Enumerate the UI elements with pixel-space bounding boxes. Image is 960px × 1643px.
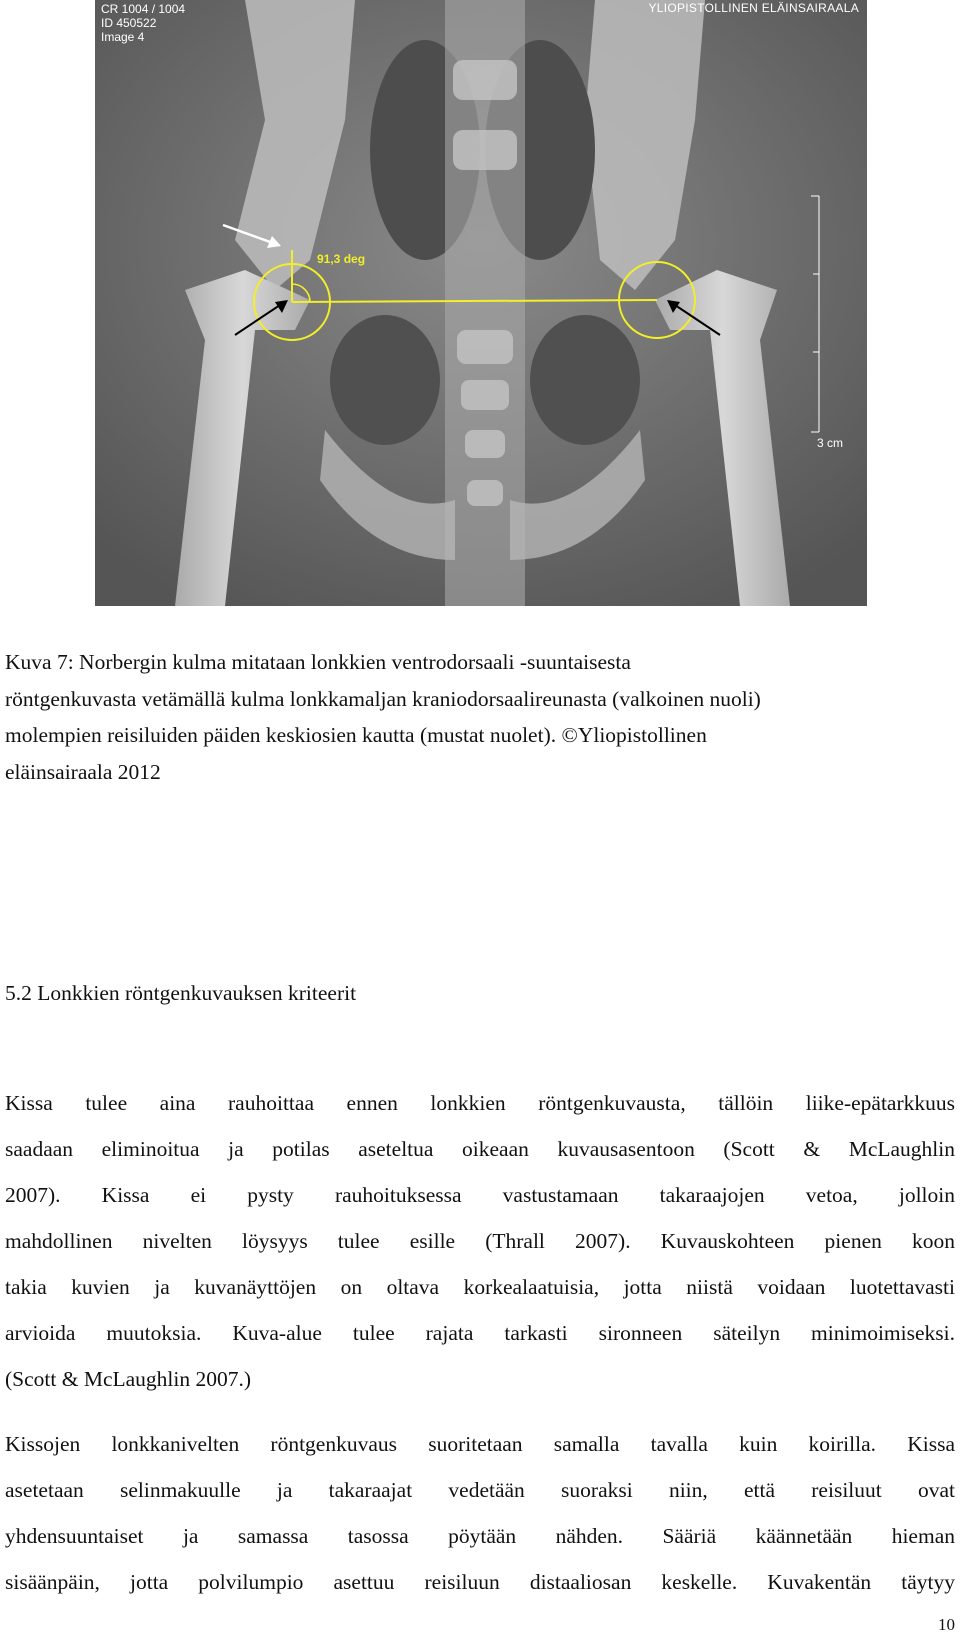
section-heading: 5.2 Lonkkien röntgenkuvauksen kriteerit: [5, 981, 357, 1005]
xray-image: [95, 0, 867, 606]
xray-meta-line: Image 4: [101, 30, 145, 44]
xray-institution: YLIOPISTOLLINEN ELÄINSAIRAALA: [648, 1, 859, 15]
paragraph-1: [5, 1080, 955, 1402]
paragraph-line: asetetaan selinmakuulle ja takaraajat vedetään suoraksi niin, että reisiluut ovat: [5, 1478, 955, 1502]
scale-label: 3 cm: [816, 436, 843, 450]
paragraph-line: Kissa tulee aina rauhoittaa ennen lonkkien röntgenkuvausta, tällöin liike-epätarkkuus: [5, 1091, 955, 1115]
xray-figure: [95, 0, 867, 606]
paragraph-line: arvioida muutoksia. Kuva-alue tulee rajata tarkasti sironneen säteilyn minimoimiseksi.: [5, 1321, 955, 1345]
page-number: 10: [938, 1615, 955, 1634]
paragraph-line: takia kuvien ja kuvanäyttöjen on oltava korkealaatuisia, jotta niistä voidaan luotettavasti: [5, 1275, 955, 1299]
caption-line: eläinsairaala 2012: [5, 759, 161, 784]
angle-label: 91,3 deg: [317, 252, 366, 266]
caption-line: röntgenkuvasta vetämällä kulma lonkkamaljan kraniodorsaalireunasta (valkoinen nuoli): [5, 686, 761, 711]
figure-caption: [5, 644, 955, 790]
paragraph-2: [5, 1421, 955, 1605]
xray-meta-line: ID 450522: [101, 16, 157, 30]
paragraph-line: yhdensuuntaiset ja samassa tasossa pöytään nähden. Sääriä käännetään hieman: [5, 1524, 955, 1548]
paragraph-line: saadaan eliminoitua ja potilas aseteltua oikeaan kuvausasentoon (Scott & McLaughlin: [5, 1137, 955, 1161]
paragraph-line: 2007). Kissa ei pysty rauhoituksessa vastustamaan takaraajojen vetoa, jolloin: [5, 1183, 955, 1207]
xray-meta-line: CR 1004 / 1004: [101, 2, 186, 16]
xray-metadata: [101, 2, 185, 44]
paragraph-line: (Scott & McLaughlin 2007.): [5, 1367, 252, 1391]
caption-line: molempien reisiluiden päiden keskiosien kautta (mustat nuolet). ©Yliopistollinen: [5, 723, 707, 747]
caption-line: Kuva 7: Norbergin kulma mitataan lonkkien ventrodorsaali -suuntaisesta: [5, 650, 631, 674]
paragraph-line: sisäänpäin, jotta polvilumpio asettuu reisiluun distaaliosan keskelle. Kuvakentän täytyy: [5, 1570, 955, 1594]
paragraph-line: Kissojen lonkkanivelten röntgenkuvaus suoritetaan samalla tavalla kuin koirilla. Kissa: [5, 1432, 955, 1456]
paragraph-line: mahdollinen nivelten löysyys tulee esille (Thrall 2007). Kuvauskohteen pienen koon: [5, 1229, 955, 1253]
